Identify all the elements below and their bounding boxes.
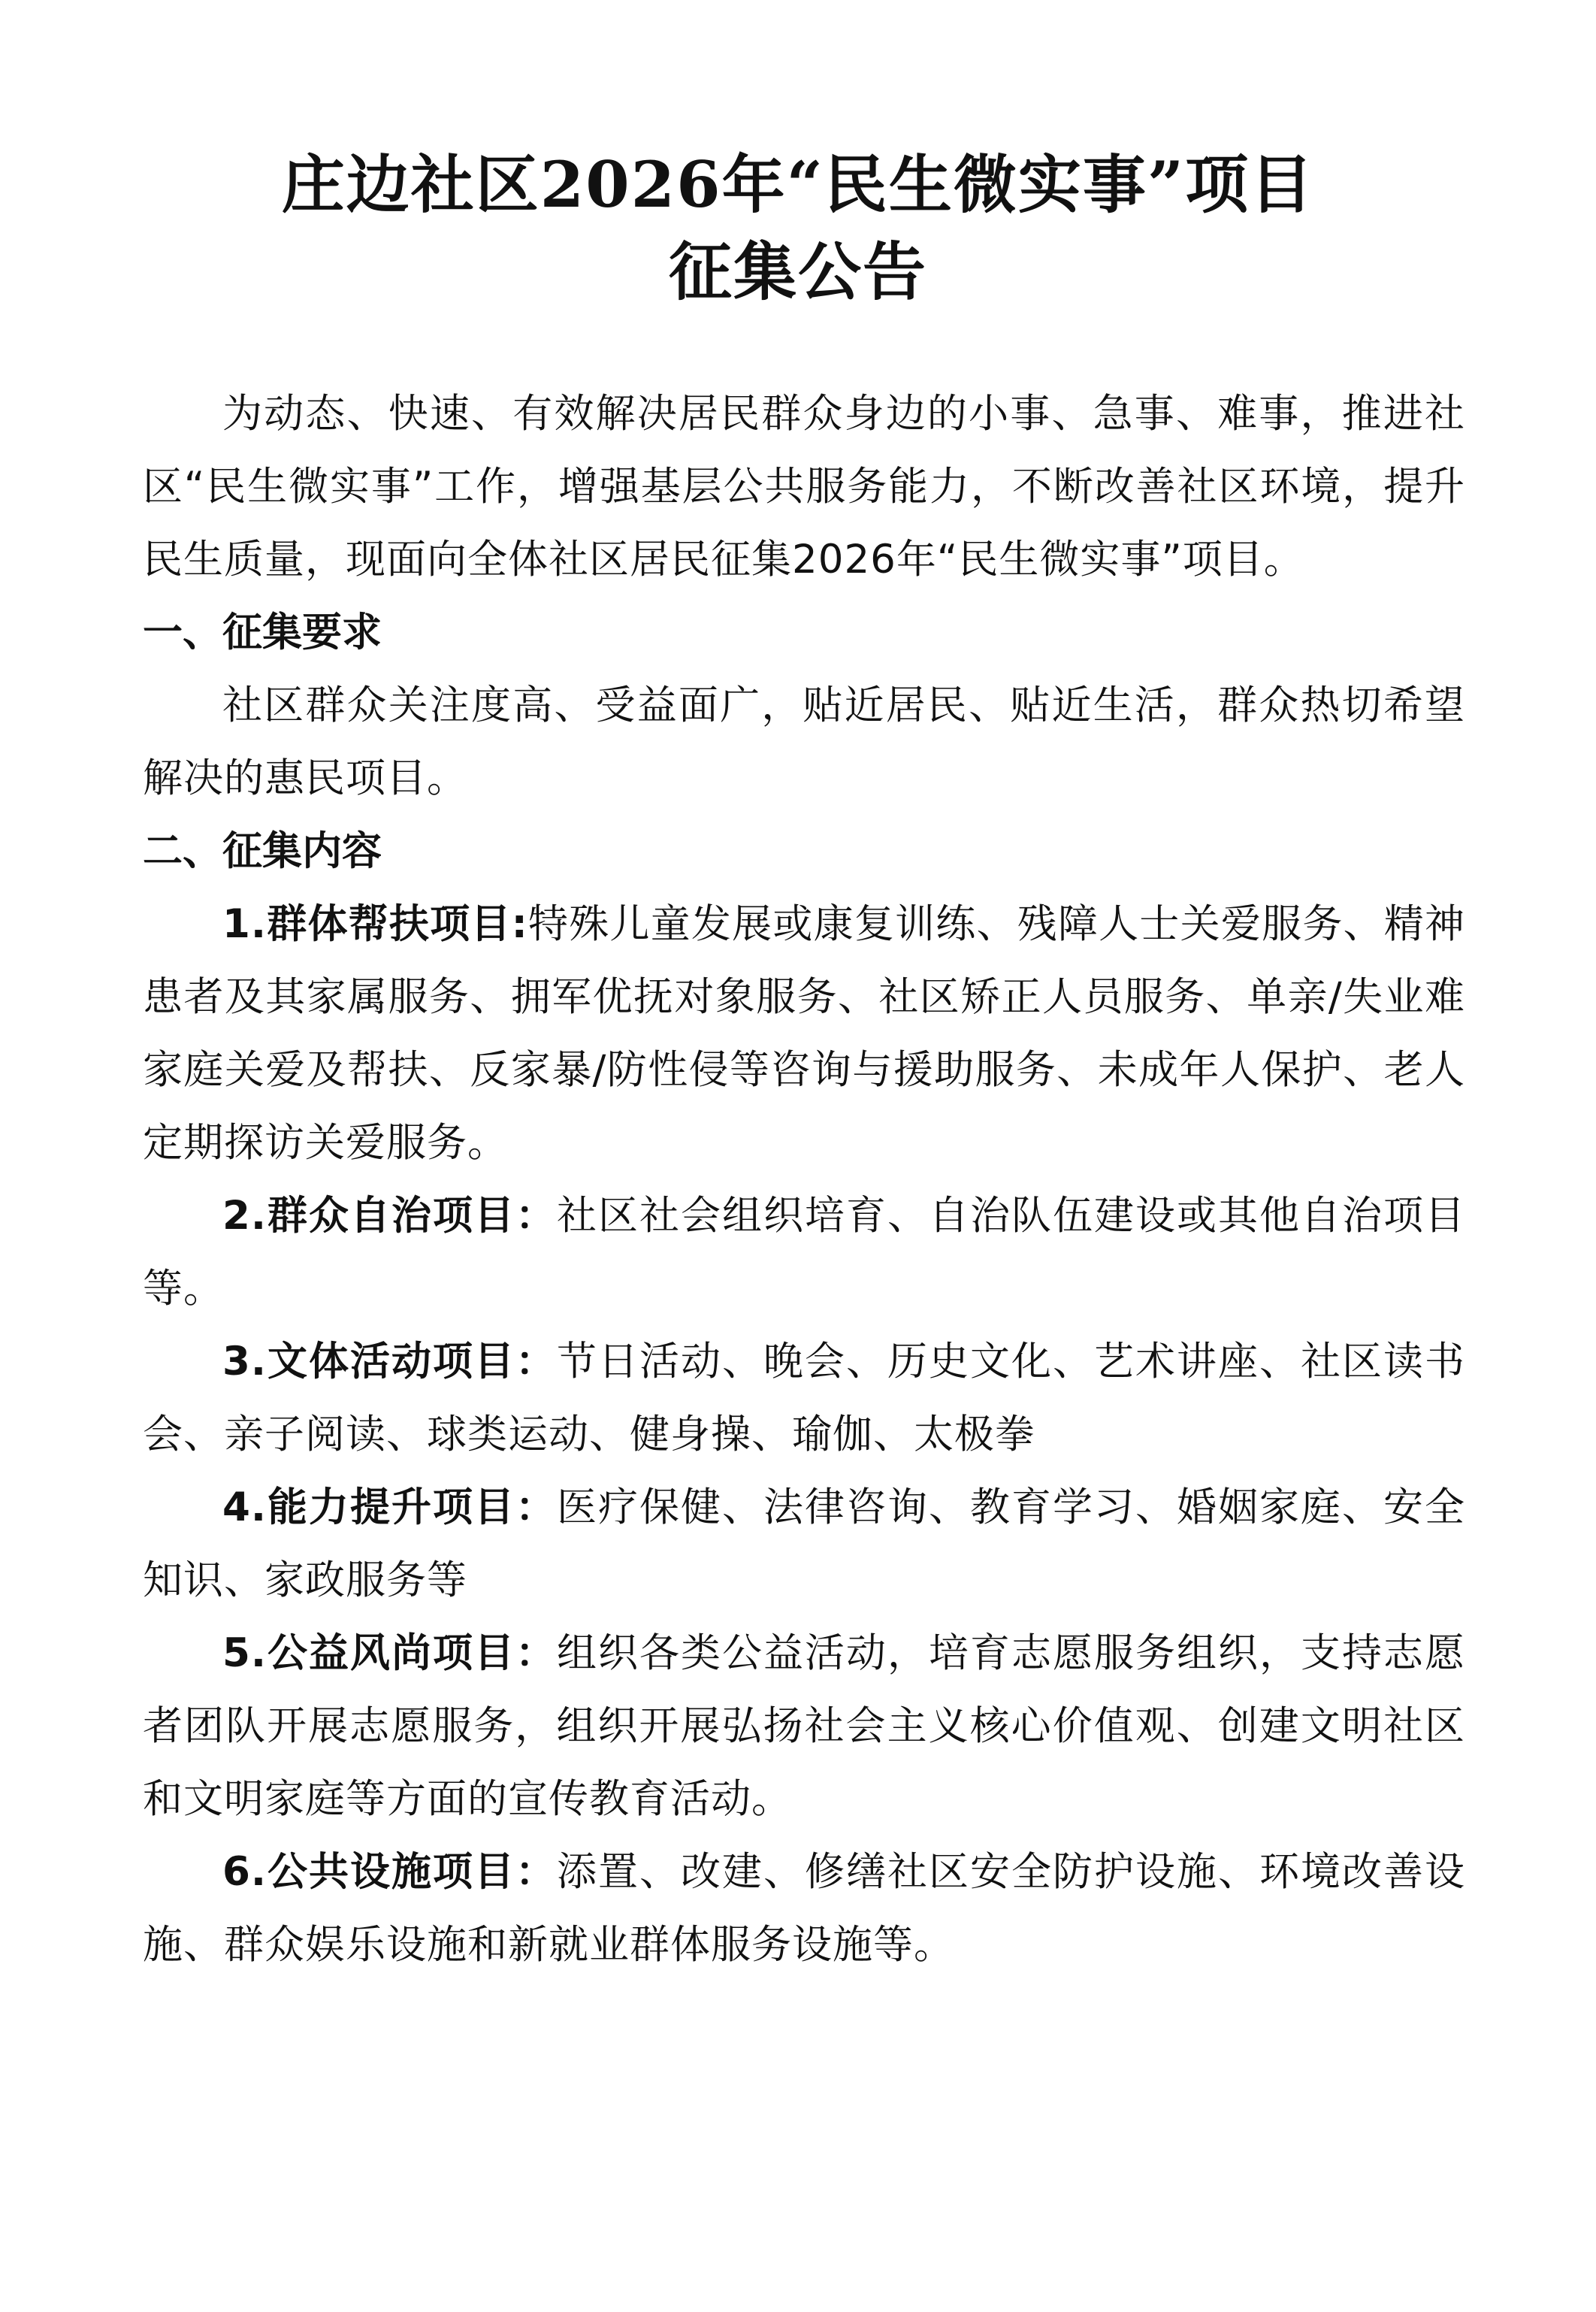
item-text: 添置、改建、修缮社区安全防护设施、环境改善设施、群众娱乐设施和新就业群体服务设施等。: [143, 1849, 1466, 1968]
item-text: 组织各类公益活动，培育志愿服务组织，支持志愿者团队开展志愿服务，组织开展弘扬社会主义核心价值观、创建文明社区和文明家庭等方面的宣传教育活动。: [143, 1630, 1466, 1822]
item-text: 医疗保健、法律咨询、教育学习、婚姻家庭、安全知识、家政服务等: [143, 1484, 1466, 1603]
title-line-1: 庄边社区2026年“民生微实事”项目: [281, 147, 1315, 222]
item-label: 1.群体帮扶项目:: [222, 901, 528, 947]
content-item-6: [143, 1835, 1465, 1981]
item-label: 2.群众自治项目：: [222, 1193, 558, 1239]
content-item-3: [143, 1325, 1465, 1471]
item-text: 社区社会组织培育、自治队伍建设或其他自治项目等。: [143, 1193, 1466, 1312]
content-item-1: [143, 888, 1465, 1179]
content-item-4: [143, 1471, 1465, 1617]
intro-paragraph: 为动态、快速、有效解决居民群众身边的小事、急事、难事，推进社区“民生微实事”工作，增强基层公共服务能力，不断改善社区环境，提升民生质量，现面向全体社区居民征集2026年“民生微实事”项目。: [143, 391, 1465, 583]
item-label: 5.公益风尚项目：: [222, 1630, 558, 1676]
item-label: 6.公共设施项目：: [222, 1849, 558, 1895]
document-title: [0, 141, 1596, 316]
section-heading-content: 二、征集内容: [143, 828, 382, 874]
content-item-2: [143, 1179, 1465, 1325]
content-item-5: [143, 1617, 1465, 1835]
item-text: 节日活动、晚会、历史文化、艺术讲座、社区读书会、亲子阅读、球类运动、健身操、瑜伽、太极拳: [143, 1339, 1466, 1457]
document-body: [143, 377, 1465, 1981]
item-text: 特殊儿童发展或康复训练、残障人士关爱服务、精神患者及其家属服务、拥军优抚对象服务、社区矫正人员服务、单亲/失业难家庭关爱及帮扶、反家暴/防性侵等咨询与援助服务、未成年人保护、老人定期探访关爱服务。: [143, 901, 1465, 1166]
item-label: 3.文体活动项目：: [222, 1339, 558, 1384]
item-label: 4.能力提升项目：: [222, 1484, 558, 1530]
title-line-2: 征集公告: [668, 235, 927, 309]
requirements-paragraph: 社区群众关注度高、受益面广，贴近居民、贴近生活，群众热切希望解决的惠民项目。: [143, 682, 1465, 801]
section-heading-requirements: 一、征集要求: [143, 610, 382, 655]
